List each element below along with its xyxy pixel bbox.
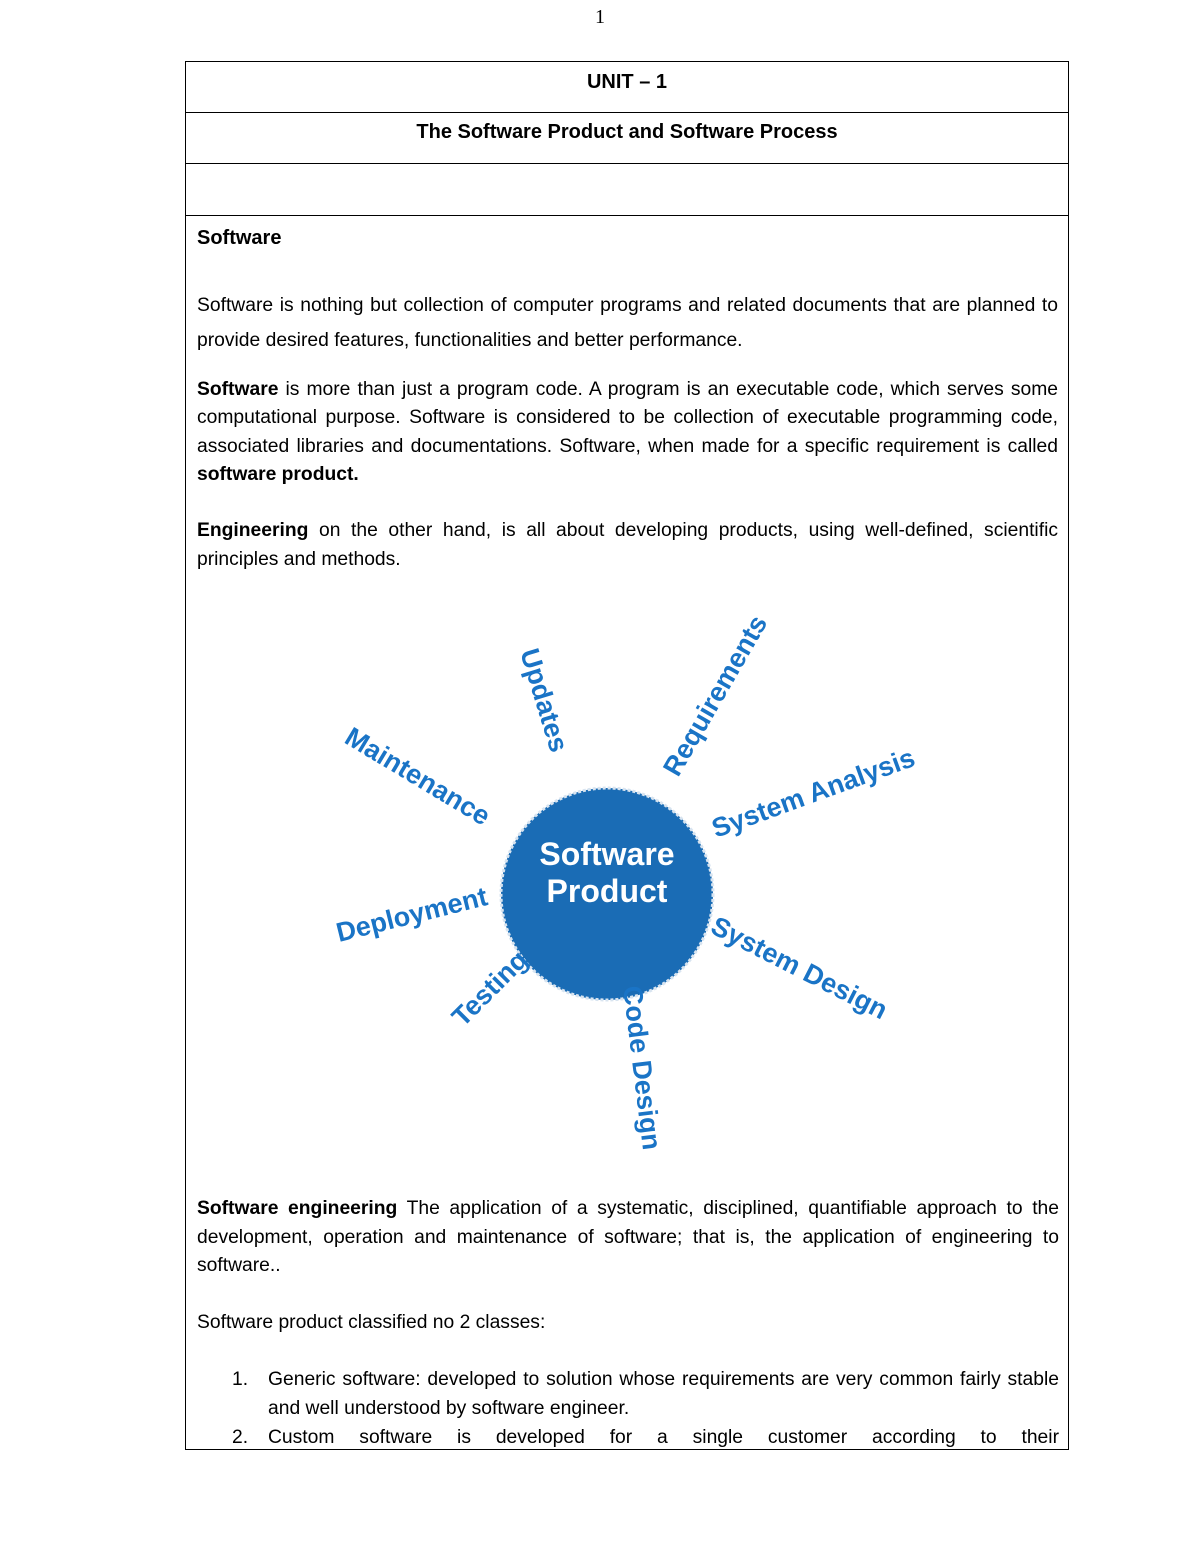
label-deployment: Deployment [333,881,491,948]
paragraph-engineering [197,517,1058,574]
software-product-diagram [186,602,1069,1172]
unit-table [185,61,1069,1450]
paragraph-software-engineering [197,1195,1059,1281]
paragraph-text: The application of a systematic, disciplined, quantifiable approach to the development, operation and maintenance of software; that is, the application of engineering to software.. [197,1198,1059,1277]
blank-row [186,164,1068,216]
list-item [197,1424,1059,1450]
label-system-design: System Design [706,910,893,1026]
label-requirements: Requirements [657,610,774,781]
paragraph-text: on the other hand, is all about developing products, using well-defined, scientific principles and methods. [197,519,1058,570]
hub-label-line2: Product [546,873,668,909]
unit-heading: UNIT – 1 [186,62,1068,113]
page-number: 1 [595,6,605,28]
label-updates: Updates [514,644,575,756]
label-maintenance: Maintenance [339,721,496,832]
hub-label-line1: Software [539,836,675,872]
bold-term: software product. [197,464,359,486]
list-number: 2. [232,1427,249,1449]
list-text: Custom software is developed for a single customer according to their [268,1427,1059,1449]
label-system-analysis: System Analysis [707,742,919,844]
bold-term: Software engineering [197,1198,398,1219]
paragraph-classes-intro: Software product classified no 2 classes: [197,1312,546,1333]
label-code-design: Code Design [617,984,667,1152]
paragraph-text: is more than just a program code. A program is an executable code, which serves some computational purpose. Software is considered to be collection of executable programming code, associated libraries and documentations. Software, when made for a specific requirement is called [197,378,1058,457]
paragraph-software-vs-program [197,376,1058,490]
paragraph-software-definition: Software is nothing but collection of computer programs and related documents that are planned to provide desired features, functionalities and better performance. [197,294,1058,351]
classes-list [197,1366,1059,1450]
content-cell [186,216,1068,574]
label-testing: Testing [446,944,534,1033]
bold-term: Software [197,378,279,400]
section-heading: Software [197,227,282,249]
list-text: Generic software: developed to solution whose requirements are very common fairly stable and well understood by software engineer. [268,1369,1059,1419]
list-number: 1. [232,1369,249,1390]
bold-term: Engineering [197,519,309,541]
list-item [197,1366,1059,1423]
unit-title: The Software Product and Software Process [186,113,1068,164]
